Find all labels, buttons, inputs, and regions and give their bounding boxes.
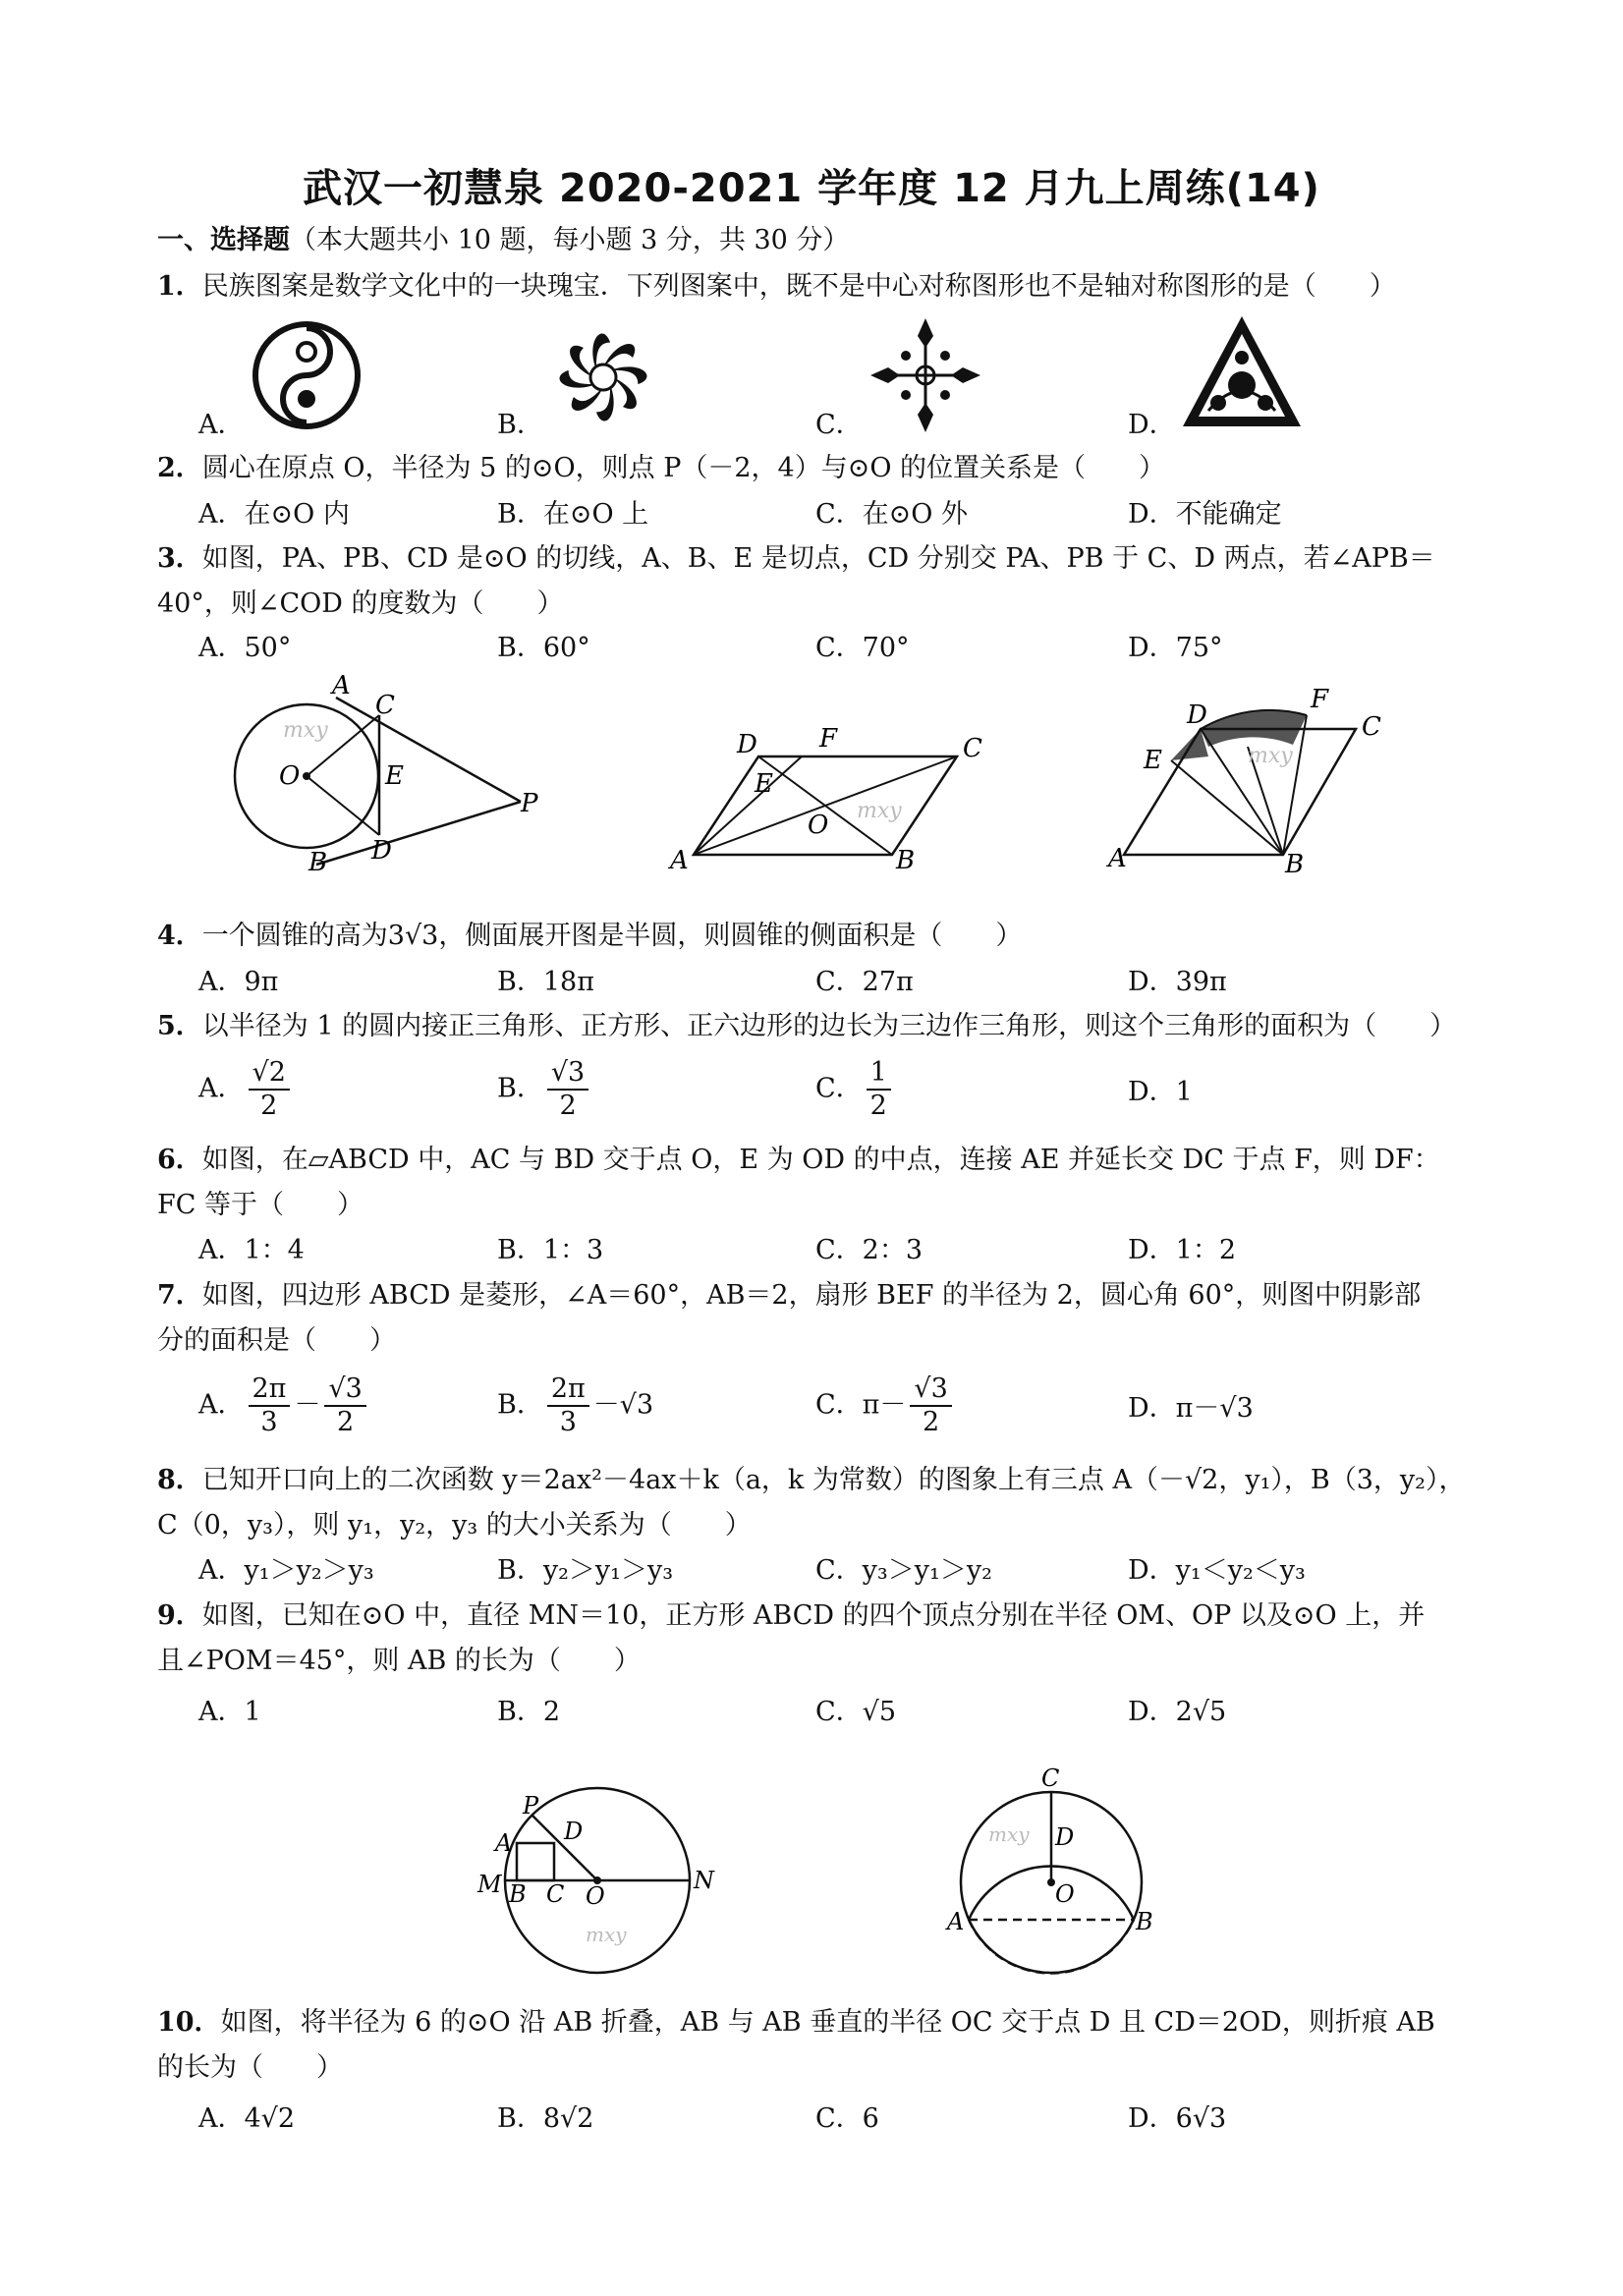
fig3c-label: F xyxy=(1311,685,1329,714)
fig3b-label: C xyxy=(963,734,982,763)
fig9b-label: D xyxy=(1055,1823,1075,1851)
q5-option-c[interactable] xyxy=(815,1057,895,1122)
fraction-denominator: 3 xyxy=(559,1407,577,1437)
question-6-line-2: FC 等于（ ） xyxy=(157,1190,364,1220)
option-label: C．π－ xyxy=(815,1389,907,1421)
q10-option-a[interactable]: A．4√2 xyxy=(198,2103,296,2134)
option-label: B． xyxy=(497,1073,543,1104)
q4-option-c[interactable]: C．27π xyxy=(815,967,914,997)
fraction-denominator: 2 xyxy=(337,1407,355,1437)
q3-option-a[interactable]: A．50° xyxy=(198,633,292,663)
question-number: 2． xyxy=(157,453,202,483)
fraction-numerator: √2 xyxy=(249,1057,290,1091)
fraction xyxy=(910,1373,951,1438)
fig3b-watermark: mxy xyxy=(857,799,902,823)
question-2 xyxy=(157,450,1165,487)
fraction-denominator: 2 xyxy=(869,1091,887,1121)
question-text: 如图，在▱ABCD 中，AC 与 BD 交于点 O，E 为 OD 的中点，连接 AE 并延长交 DC 于点 F，则 DF： xyxy=(201,1145,1440,1175)
q3-option-b[interactable]: B．60° xyxy=(497,633,590,663)
fig3b-label: E xyxy=(755,769,773,799)
question-number: 9． xyxy=(157,1600,202,1631)
fraction-numerator: 1 xyxy=(867,1057,891,1091)
q9-option-b[interactable]: B．2 xyxy=(497,1697,561,1727)
fraction-numerator: √3 xyxy=(547,1057,588,1091)
fraction xyxy=(324,1373,365,1438)
q1-option-b[interactable]: B． xyxy=(497,410,543,440)
option-label: C． xyxy=(815,1073,863,1104)
fraction-denominator: 2 xyxy=(923,1407,940,1437)
q7-option-a[interactable] xyxy=(198,1373,370,1438)
fig3c-watermark: mxy xyxy=(1248,744,1293,768)
fig9a-label: B xyxy=(509,1880,527,1908)
fig3b-label: O xyxy=(808,811,829,840)
pinwheel-flower-pattern xyxy=(546,320,660,434)
q2-option-c[interactable]: C．在⊙O 外 xyxy=(815,499,968,530)
figure-parallelogram xyxy=(664,719,998,886)
minus-sign: － xyxy=(294,1389,321,1421)
fig9b-label: O xyxy=(1055,1880,1075,1908)
section-note: （本大题共小 10 题，每小题 3 分，共 30 分） xyxy=(290,225,850,255)
figure-tangent-circle xyxy=(226,671,560,884)
fig9a-label: O xyxy=(586,1882,605,1910)
fig3a-watermark: mxy xyxy=(283,718,328,743)
question-1 xyxy=(157,268,1396,306)
question-text: 如图，将半径为 6 的⊙O 沿 AB 折叠，AB 与 AB 垂直的半径 OC 交于点 D 且 CD＝2OD，则折痕 AB xyxy=(220,2007,1435,2038)
question-number: 4． xyxy=(157,921,202,951)
question-5 xyxy=(157,1008,1456,1045)
fraction-numerator: √3 xyxy=(910,1373,951,1407)
question-text: 已知开口向上的二次函数 y＝2ax²－4ax＋k（a，k 为常数）的图象上有三点 A（－√2，y₁），B（3，y₂）， xyxy=(201,1465,1466,1495)
q8-option-c[interactable]: C．y₃＞y₁＞y₂ xyxy=(815,1555,992,1586)
fraction xyxy=(249,1057,290,1122)
q9-option-c[interactable]: C．√5 xyxy=(815,1697,897,1727)
page-title: 武汉一初慧泉 2020-2021 学年度 12 月九上周练(14) xyxy=(303,166,1320,211)
fig3a-label: D xyxy=(371,836,392,866)
question-3-line-2: 40°，则∠COD 的度数为（ ） xyxy=(157,588,564,619)
option-label: A． xyxy=(198,1073,245,1104)
fig9a-label: N xyxy=(694,1867,714,1894)
fig3c-label: B xyxy=(1285,850,1305,879)
fig3b-label: D xyxy=(737,730,757,759)
q6-option-a[interactable]: A．1：4 xyxy=(198,1235,305,1265)
question-text: 如图，四边形 ABCD 是菱形，∠A＝60°，AB＝2，扇形 BEF 的半径为 2，圆心角 60°，则图中阴影部 xyxy=(201,1280,1422,1311)
fig3b-label: B xyxy=(896,846,916,875)
fraction-numerator: 2π xyxy=(249,1373,291,1407)
cross-ornament-pattern xyxy=(868,314,982,436)
q6-option-c[interactable]: C．2：3 xyxy=(815,1235,923,1265)
sqrt-term: √3 xyxy=(619,1389,654,1421)
q1-option-c[interactable]: C． xyxy=(815,410,863,440)
fraction xyxy=(249,1373,291,1438)
figure-folded-circle xyxy=(943,1766,1169,1981)
q2-option-b[interactable]: B．在⊙O 上 xyxy=(497,499,649,530)
question-text: 以半径为 1 的圆内接正三角形、正方形、正六边形的边长为三边作三角形，则这个三角形的面积为（ ） xyxy=(201,1011,1457,1041)
question-7-line-1 xyxy=(157,1277,1421,1315)
q6-option-d[interactable]: D．1：2 xyxy=(1128,1235,1237,1265)
fig9a-label: A xyxy=(495,1829,513,1857)
q1-option-a[interactable]: A． xyxy=(198,410,245,440)
figure-circle-square xyxy=(470,1778,737,1985)
option-label: A． xyxy=(198,1389,245,1421)
question-number: 3． xyxy=(157,543,202,574)
question-text: 如图，PA、PB、CD 是⊙O 的切线，A、B、E 是切点，CD 分别交 PA、PB 于 C、D 两点，若∠APB＝ xyxy=(201,543,1435,574)
q3-option-d[interactable]: D．75° xyxy=(1128,633,1223,663)
fig9b-watermark: mxy xyxy=(988,1822,1030,1846)
question-9-line-2: 且∠POM＝45°，则 AB 的长为（ ） xyxy=(157,1646,641,1676)
fraction-numerator: 2π xyxy=(547,1373,589,1407)
question-number: 6． xyxy=(157,1145,202,1175)
fraction xyxy=(547,1373,589,1438)
question-text: 民族图案是数学文化中的一块瑰宝．下列图案中，既不是中心对称图形也不是轴对称图形的是（ ） xyxy=(201,271,1396,302)
figure-rhombus-sector xyxy=(1100,678,1395,884)
question-4 xyxy=(157,918,1022,955)
fig9a-label: D xyxy=(564,1818,584,1845)
fig9a-label: C xyxy=(546,1880,565,1908)
question-number: 7． xyxy=(157,1280,202,1311)
fig9b-label: B xyxy=(1136,1908,1153,1935)
question-7-line-2: 分的面积是（ ） xyxy=(157,1325,396,1356)
fraction xyxy=(547,1057,588,1122)
question-9-line-1 xyxy=(157,1597,1425,1635)
fig3c-label: D xyxy=(1187,700,1207,730)
question-10-line-2: 的长为（ ） xyxy=(157,2052,343,2083)
question-text: 一个圆锥的高为3√3，侧面展开图是半圆，则圆锥的侧面积是（ ） xyxy=(201,921,1023,951)
q8-option-b[interactable]: B．y₂＞y₁＞y₃ xyxy=(497,1555,674,1586)
q5-option-a[interactable] xyxy=(198,1057,294,1122)
yin-yang-pattern xyxy=(252,320,362,430)
question-number: 8． xyxy=(157,1465,202,1495)
fig9a-label: M xyxy=(477,1871,502,1898)
q4-option-b[interactable]: B．18π xyxy=(497,967,594,997)
q9-option-a[interactable]: A．1 xyxy=(198,1697,261,1727)
fig3c-label: E xyxy=(1144,746,1162,775)
question-10-line-1 xyxy=(157,2004,1435,2042)
fig3c-label: C xyxy=(1362,712,1381,742)
q6-option-b[interactable]: B．1：3 xyxy=(497,1235,604,1265)
section-header xyxy=(157,222,849,259)
fig3a-label: P xyxy=(521,789,538,818)
fig3a-label: E xyxy=(385,761,404,791)
question-text: 圆心在原点 O，半径为 5 的⊙O，则点 P（－2，4）与⊙O 的位置关系是（ ） xyxy=(201,453,1166,483)
fraction xyxy=(867,1057,891,1122)
q2-option-d[interactable]: D．不能确定 xyxy=(1128,499,1282,530)
q7-option-b[interactable] xyxy=(497,1373,653,1438)
section-name: 一、选择题 xyxy=(157,225,290,255)
question-8-line-1 xyxy=(157,1462,1466,1499)
fig3a-label: B xyxy=(308,848,328,877)
question-text: 如图，已知在⊙O 中，直径 MN＝10，正方形 ABCD 的四个顶点分别在半径 OM、OP 以及⊙O 上，并 xyxy=(201,1600,1426,1631)
q5-option-d[interactable]: D．1 xyxy=(1128,1077,1193,1107)
q8-option-a[interactable]: A．y₁＞y₂＞y₃ xyxy=(198,1555,374,1586)
fig3a-label: C xyxy=(375,691,395,720)
question-number: 10． xyxy=(157,2007,221,2038)
fig3a-label: A xyxy=(332,671,351,700)
q7-option-c[interactable] xyxy=(815,1373,956,1438)
fig3b-label: A xyxy=(670,846,689,875)
fraction-denominator: 2 xyxy=(260,1091,278,1121)
q4-option-d[interactable]: D．39π xyxy=(1128,967,1227,997)
triangle-ornament-pattern xyxy=(1179,312,1305,430)
q4-option-a[interactable]: A．9π xyxy=(198,967,279,997)
question-number: 5． xyxy=(157,1011,202,1041)
q8-option-d[interactable]: D．y₁＜y₂＜y₃ xyxy=(1128,1555,1306,1586)
fraction-denominator: 3 xyxy=(260,1407,278,1437)
fig9a-watermark: mxy xyxy=(586,1923,627,1946)
q2-option-a[interactable]: A．在⊙O 内 xyxy=(198,499,350,530)
q10-option-d[interactable]: D．6√3 xyxy=(1128,2103,1227,2134)
option-label: B． xyxy=(497,1389,543,1421)
fig3c-label: A xyxy=(1108,844,1127,873)
fig9a-label: P xyxy=(523,1792,539,1820)
q3-option-c[interactable]: C．70° xyxy=(815,633,910,663)
fig3a-label: O xyxy=(279,761,301,791)
question-number: 1． xyxy=(157,271,202,302)
q9-option-d[interactable]: D．2√5 xyxy=(1128,1697,1227,1727)
q1-option-d[interactable]: D． xyxy=(1128,410,1176,440)
question-3-line-1 xyxy=(157,540,1435,578)
question-6-line-1 xyxy=(157,1142,1440,1179)
fig9b-label: A xyxy=(947,1908,965,1935)
q7-option-d[interactable]: D．π－√3 xyxy=(1128,1393,1254,1424)
minus-sign: － xyxy=(592,1389,620,1421)
q5-option-b[interactable] xyxy=(497,1057,592,1122)
fraction-denominator: 2 xyxy=(559,1091,577,1121)
fig9b-label: C xyxy=(1041,1764,1060,1792)
question-8-line-2: C（0，y₃），则 y₁，y₂，y₃ 的大小关系为（ ） xyxy=(157,1510,752,1540)
fig3b-label: F xyxy=(819,724,838,754)
q10-option-c[interactable]: C．6 xyxy=(815,2103,879,2134)
q10-option-b[interactable]: B．8√2 xyxy=(497,2103,594,2134)
fraction-numerator: √3 xyxy=(324,1373,365,1407)
